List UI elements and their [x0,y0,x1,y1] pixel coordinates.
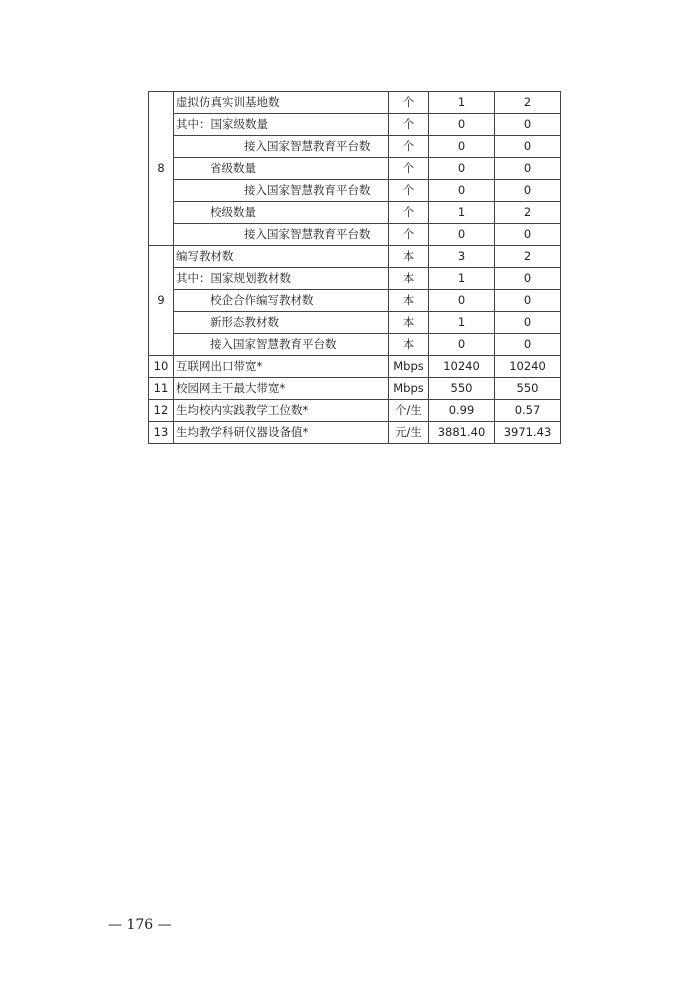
row-number: 9 [149,246,174,356]
value-cell: 0 [429,158,495,180]
unit-cell: 个 [389,224,429,246]
unit-cell: 个 [389,92,429,114]
unit-cell: 本 [389,290,429,312]
value-cell: 3881.40 [429,422,495,444]
table-row [149,422,561,444]
unit-cell: 本 [389,312,429,334]
value-cell: 550 [495,378,561,400]
value-cell: 0 [495,334,561,356]
unit-cell: 个 [389,158,429,180]
value-cell: 2 [495,92,561,114]
item-name: 校园网主干最大带宽* [174,378,389,400]
value-cell: 0 [429,180,495,202]
value-cell: 0 [429,114,495,136]
table-row [149,114,561,136]
value-cell: 1 [429,268,495,290]
row-number: 10 [149,356,174,378]
value-cell: 0 [495,158,561,180]
value-cell: 2 [495,246,561,268]
unit-cell: 个 [389,136,429,158]
item-name: 其中：国家规划教材数 [174,268,389,290]
item-name: 互联网出口带宽* [174,356,389,378]
unit-cell: Mbps [389,356,429,378]
value-cell: 550 [429,378,495,400]
table-row [149,378,561,400]
value-cell: 1 [429,92,495,114]
item-name: 接入国家智慧教育平台数 [174,224,389,246]
value-cell: 0 [495,268,561,290]
unit-cell: 本 [389,246,429,268]
value-cell: 10240 [429,356,495,378]
value-cell: 0 [429,224,495,246]
unit-cell: 本 [389,334,429,356]
item-name: 生均教学科研仪器设备值* [174,422,389,444]
table-row [149,180,561,202]
table-body [149,92,561,444]
item-name: 校级数量 [174,202,389,224]
item-name: 编写教材数 [174,246,389,268]
statistics-table [148,91,561,444]
value-cell: 0.99 [429,400,495,422]
unit-cell: 个 [389,180,429,202]
value-cell: 1 [429,312,495,334]
table-row [149,268,561,290]
table-row [149,92,561,114]
unit-cell: 个/生 [389,400,429,422]
value-cell: 0 [495,114,561,136]
value-cell: 0 [495,136,561,158]
item-name: 接入国家智慧教育平台数 [174,180,389,202]
value-cell: 0 [495,224,561,246]
item-name: 虚拟仿真实训基地数 [174,92,389,114]
value-cell: 10240 [495,356,561,378]
row-number: 13 [149,422,174,444]
unit-cell: Mbps [389,378,429,400]
table-row [149,334,561,356]
unit-cell: 个 [389,114,429,136]
value-cell: 3 [429,246,495,268]
table-row [149,290,561,312]
table-row [149,202,561,224]
value-cell: 0 [429,334,495,356]
table-row [149,224,561,246]
value-cell: 0 [429,290,495,312]
value-cell: 0 [495,290,561,312]
item-name: 新形态教材数 [174,312,389,334]
item-name: 其中：国家级数量 [174,114,389,136]
unit-cell: 本 [389,268,429,290]
item-name: 生均校内实践教学工位数* [174,400,389,422]
unit-cell: 个 [389,202,429,224]
table-row [149,158,561,180]
item-name: 省级数量 [174,158,389,180]
table-row [149,356,561,378]
table-row [149,312,561,334]
value-cell: 0 [429,136,495,158]
row-number: 11 [149,378,174,400]
value-cell: 2 [495,202,561,224]
row-number: 12 [149,400,174,422]
value-cell: 1 [429,202,495,224]
value-cell: 0 [495,180,561,202]
value-cell: 0.57 [495,400,561,422]
table-row [149,400,561,422]
value-cell: 3971.43 [495,422,561,444]
item-name: 校企合作编写教材数 [174,290,389,312]
item-name: 接入国家智慧教育平台数 [174,136,389,158]
row-number: 8 [149,92,174,246]
table-row [149,246,561,268]
unit-cell: 元/生 [389,422,429,444]
page-number: — 176 — [108,917,172,933]
value-cell: 0 [495,312,561,334]
item-name: 接入国家智慧教育平台数 [174,334,389,356]
table-row [149,136,561,158]
